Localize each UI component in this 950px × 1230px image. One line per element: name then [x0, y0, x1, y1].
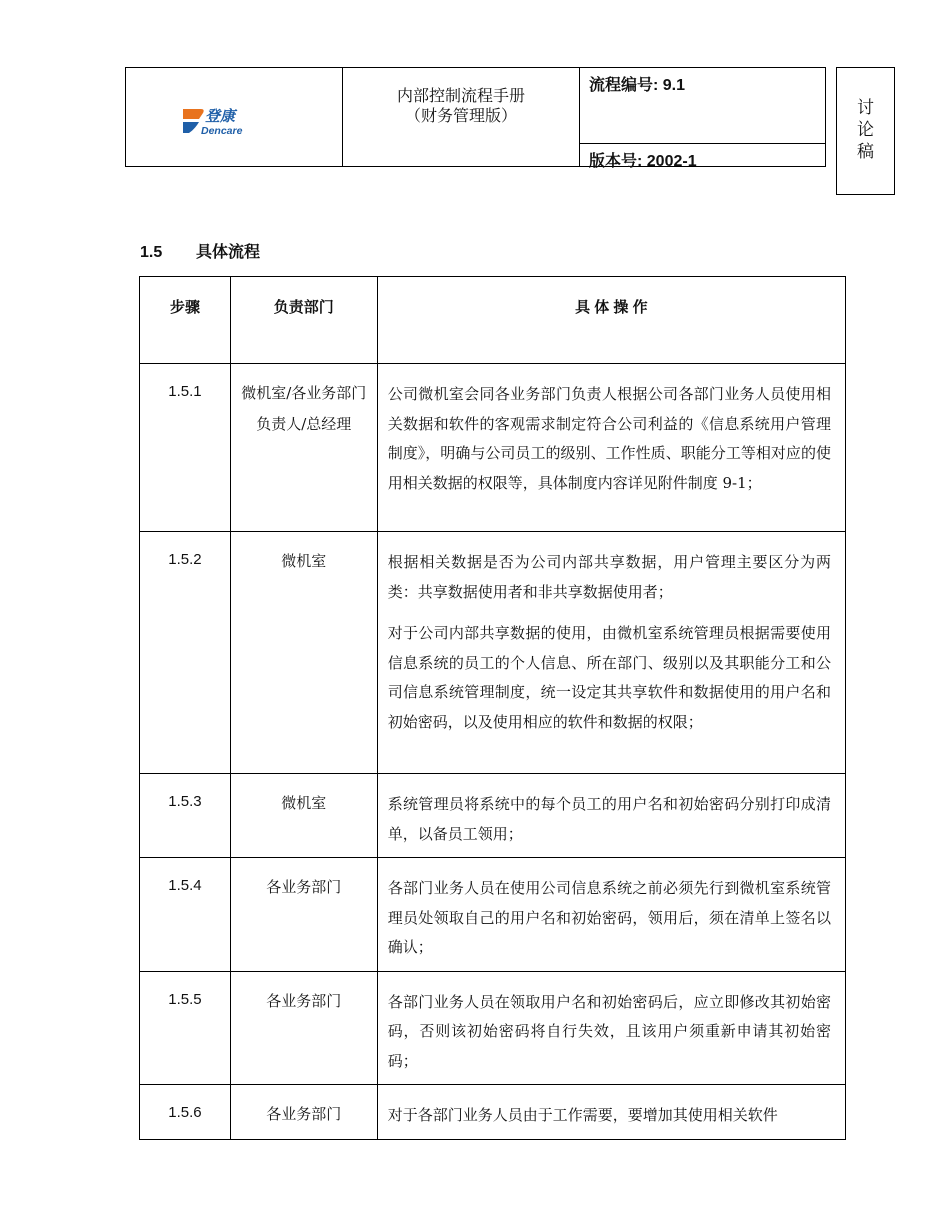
- header-divider: [579, 68, 580, 166]
- step-number: 1.5.5: [140, 971, 231, 1085]
- responsible-dept: 各业务部门: [230, 1085, 377, 1140]
- step-number: 1.5.6: [140, 1085, 231, 1140]
- table-row: [140, 364, 846, 532]
- operation-text: [377, 1085, 845, 1140]
- process-code: 流程编号: 9.1: [589, 77, 686, 94]
- logo-icon: [181, 105, 273, 137]
- responsible-dept: 微机室: [230, 774, 377, 858]
- header-divider: [579, 143, 825, 144]
- process-table: [139, 276, 846, 1140]
- step-number: 1.5.2: [140, 532, 231, 774]
- operation-paragraph: 各部门业务人员在使用公司信息系统之前必须先行到微机室系统管理员处领取自己的用户名和初始密码，领用后，须在清单上签名以确认；: [387, 879, 831, 956]
- operation-paragraph: 对于公司内部共享数据的使用，由微机室系统管理员根据需要使用信息系统的员工的个人信息、所在部门、级别以及其职能分工和公司信息系统管理制度，统一设定其共享软件和数据使用的用户名和初始密码，以及使用相应的软件和数据的权限；: [387, 624, 831, 731]
- operation-paragraph: 对于各部门业务人员由于工作需要，要增加其使用相关软件: [387, 1106, 778, 1124]
- responsible-dept: 各业务部门: [230, 858, 377, 972]
- title-line-1: 内部控制流程手册: [396, 88, 525, 105]
- step-number: 1.5.3: [140, 774, 231, 858]
- operation-paragraph: 各部门业务人员在领取用户名和初始密码后，应立即修改其初始密码，否则该初始密码将自行失效，且该用户须重新申请其初始密码；: [387, 992, 831, 1070]
- section-heading: [140, 239, 260, 262]
- section-number: 1.5: [140, 244, 163, 261]
- operation-paragraph: 公司微机室会同各业务部门负责人根据公司各部门业务人员使用相关数据和软件的客观需求制定符合公司利益的《信息系统用户管理制度》，明确与公司员工的级别、工作性质、职能分工等相对应的使用相关数据的权限等，具体制度内容详见附件制度 9-1；: [387, 385, 831, 492]
- table-row: [140, 774, 846, 858]
- responsible-dept: 微机室/各业务部门负责人/总经理: [230, 364, 377, 532]
- responsible-dept: 各业务部门: [230, 971, 377, 1085]
- responsible-dept: 微机室: [230, 532, 377, 774]
- manual-title: [343, 87, 579, 127]
- table-row: [140, 1085, 846, 1140]
- document-header: [125, 67, 826, 170]
- step-number: 1.5.4: [140, 858, 231, 972]
- column-header-dept: 负责部门: [230, 277, 377, 364]
- table-row: [140, 858, 846, 972]
- operation-text: [377, 971, 845, 1085]
- column-header-step: 步骤: [140, 277, 231, 364]
- table-row: [140, 532, 846, 774]
- draft-stamp: [836, 67, 895, 195]
- column-header-operation: 具 体 操 作: [377, 277, 845, 364]
- version-number: 版本号: 2002-1: [589, 153, 697, 170]
- operation-paragraph: 系统管理员将系统中的每个员工的用户名和初始密码分别打印成清单，以备员工领用；: [387, 795, 831, 843]
- draft-char: 论: [857, 120, 874, 140]
- logo-text-en: Dencare: [201, 125, 243, 137]
- section-title: 具体流程: [196, 244, 261, 261]
- table-header-row: [140, 277, 846, 364]
- title-line-2: （财务管理版）: [404, 108, 517, 125]
- table-row: [140, 971, 846, 1085]
- operation-text: [377, 774, 845, 858]
- draft-char: 稿: [857, 142, 874, 162]
- operation-text: [377, 858, 845, 972]
- step-number: 1.5.1: [140, 364, 231, 532]
- operation-text: [377, 532, 845, 774]
- company-logo: [181, 105, 273, 137]
- operation-text: [377, 364, 845, 532]
- logo-text-cn: 登康: [205, 107, 236, 125]
- operation-paragraph: 根据相关数据是否为公司内部共享数据，用户管理主要区分为两类：共享数据使用者和非共享数据使用者；: [387, 553, 831, 601]
- draft-char: 讨: [857, 98, 874, 118]
